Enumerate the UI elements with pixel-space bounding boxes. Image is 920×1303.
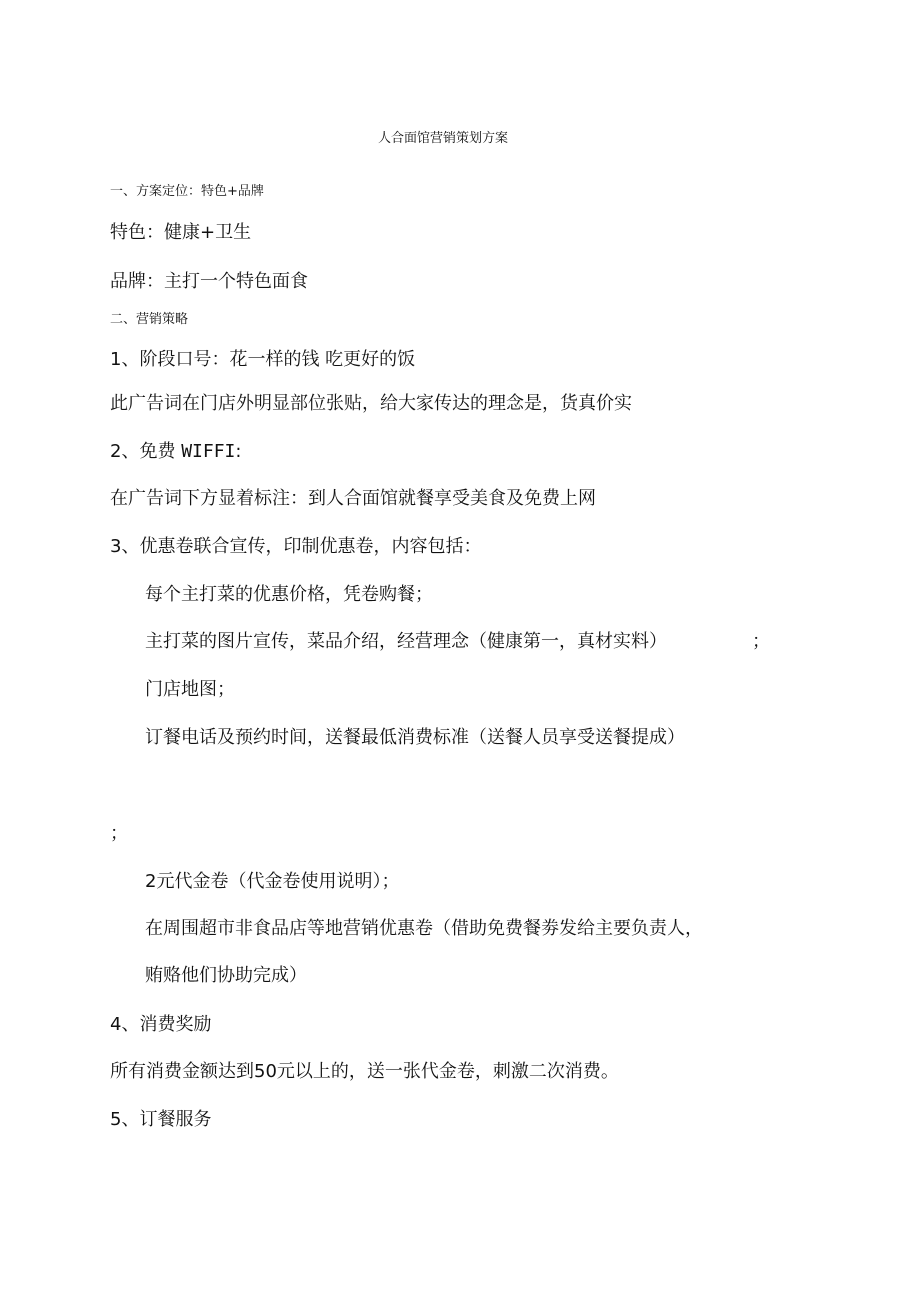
item3-sub6b: 贿赂他们协助完成）	[145, 965, 307, 986]
feature-line: 特色：健康+卫生	[110, 222, 252, 243]
item3-sub2-end: ；	[752, 631, 770, 652]
item3-sub6a: 在周围超市非食品店等地营销优惠卷（借助免费餐劵发给主要负责人，	[145, 918, 703, 939]
item3-sub5: 2元代金卷（代金卷使用说明）；	[145, 871, 400, 892]
item2-desc: 在广告词下方显着标注：到人合面馆就餐享受美食及免费上网	[110, 488, 596, 509]
item3-label: 3、优惠卷联合宣传，印制优惠卷，内容包括：	[110, 536, 482, 557]
item2-label-prefix: 2、免费	[110, 441, 182, 462]
item5-label: 5、订餐服务	[110, 1109, 212, 1130]
item1-label: 1、阶段口号：花一样的钱 吃更好的饭	[110, 349, 416, 370]
stray-semicolon: ；	[110, 823, 128, 844]
brand-line: 品牌：主打一个特色面食	[110, 271, 308, 292]
document-title: 人合面馆营销策划方案	[378, 131, 509, 146]
item3-sub4: 订餐电话及预约时间，送餐最低消费标准（送餐人员享受送餐提成）	[145, 727, 685, 748]
section1-heading: 一、方案定位：特色+品牌	[110, 184, 264, 199]
item2-label-suffix: :	[235, 441, 242, 462]
item3-sub3: 门店地图；	[145, 679, 235, 700]
item2-label	[110, 443, 241, 461]
item3-sub1: 每个主打菜的优惠价格，凭卷购餐；	[145, 584, 433, 605]
item3-sub2: 主打菜的图片宣传，菜品介绍，经营理念（健康第一，真材实料）	[145, 631, 667, 652]
section2-heading: 二、营销策略	[110, 312, 189, 327]
item2-label-wifi: WIFFI	[181, 441, 236, 462]
item4-desc: 所有消费金额达到50元以上的，送一张代金卷，刺激二次消费。	[110, 1061, 619, 1082]
item4-label: 4、消费奖励	[110, 1014, 212, 1035]
item1-desc: 此广告词在门店外明显部位张贴，给大家传达的理念是，货真价实	[110, 393, 632, 414]
